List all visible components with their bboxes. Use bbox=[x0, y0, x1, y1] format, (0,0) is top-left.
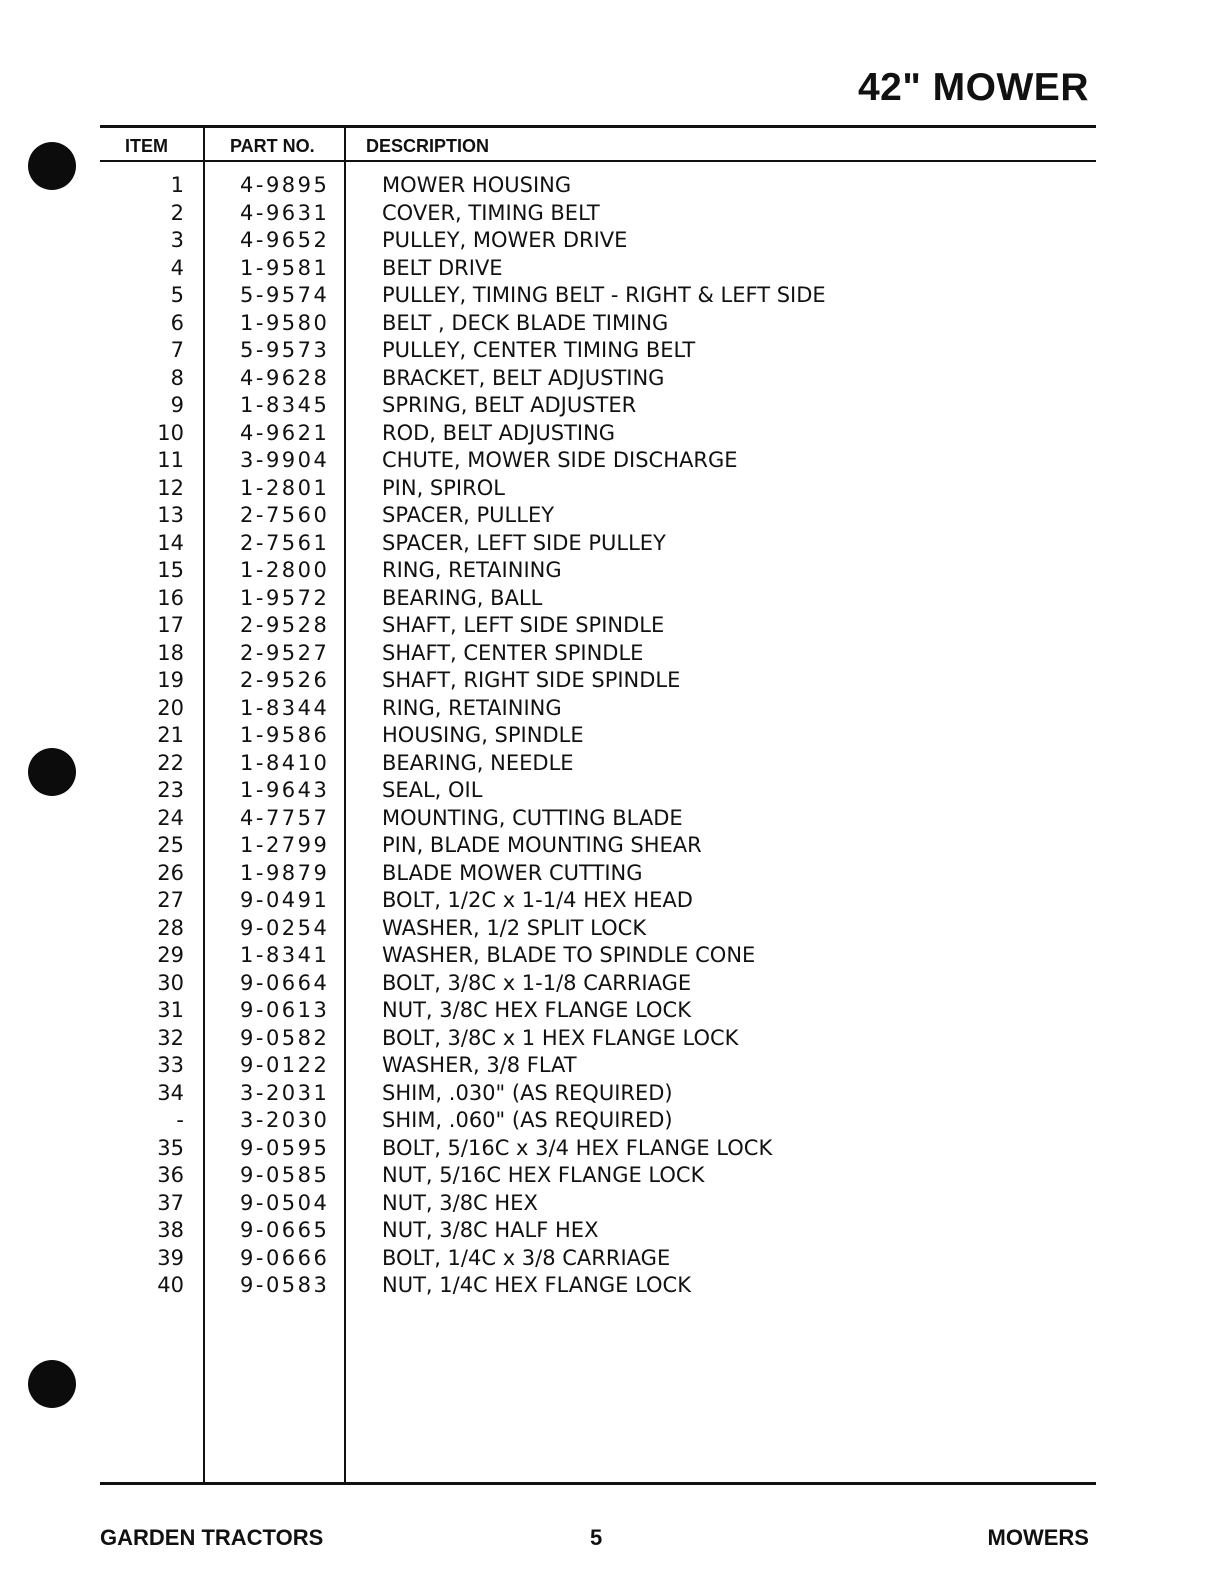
part-description: SHIM, .030" (AS REQUIRED) bbox=[382, 1080, 673, 1105]
part-description: NUT, 3/8C HEX bbox=[382, 1190, 538, 1215]
part-number: 9-0613 bbox=[240, 998, 330, 1022]
item-number: 16 bbox=[157, 585, 184, 610]
table-row bbox=[0, 970, 1221, 998]
part-number: 9-0595 bbox=[240, 1135, 330, 1160]
part-description: BRACKET, BELT ADJUSTING bbox=[382, 365, 665, 390]
table-row bbox=[0, 585, 1221, 613]
table-row bbox=[0, 392, 1221, 420]
item-number: 18 bbox=[157, 640, 184, 665]
part-number: 1-2801 bbox=[240, 475, 330, 500]
part-description: SHAFT, LEFT SIDE SPINDLE bbox=[382, 613, 665, 637]
header-item: ITEM bbox=[125, 136, 168, 156]
part-description: SHAFT, CENTER SPINDLE bbox=[382, 640, 644, 665]
item-number: 26 bbox=[157, 860, 184, 885]
item-number: 34 bbox=[157, 1080, 184, 1105]
table-row bbox=[0, 942, 1221, 970]
item-number: 20 bbox=[157, 695, 184, 720]
part-description: BEARING, NEEDLE bbox=[382, 750, 574, 775]
part-description: NUT, 3/8C HALF HEX bbox=[382, 1218, 599, 1242]
part-description: NUT, 3/8C HEX FLANGE LOCK bbox=[382, 998, 691, 1022]
table-header-rule bbox=[100, 160, 1096, 162]
part-number: 1-9581 bbox=[240, 255, 330, 280]
item-number: 32 bbox=[157, 1025, 184, 1050]
part-description: NUT, 5/16C HEX FLANGE LOCK bbox=[382, 1163, 705, 1187]
table-row bbox=[0, 447, 1221, 475]
table-row bbox=[0, 1052, 1221, 1080]
part-description: COVER, TIMING BELT bbox=[382, 200, 600, 225]
table-row bbox=[0, 1217, 1221, 1245]
table-row bbox=[0, 832, 1221, 860]
part-description: SHAFT, RIGHT SIDE SPINDLE bbox=[382, 668, 681, 692]
item-number: 8 bbox=[170, 365, 184, 390]
item-number: 31 bbox=[157, 998, 184, 1022]
part-number: 9-0254 bbox=[240, 915, 330, 940]
table-row bbox=[0, 227, 1221, 255]
part-description: HOUSING, SPINDLE bbox=[382, 723, 584, 747]
table-row bbox=[0, 1107, 1221, 1135]
part-description: BOLT, 3/8C x 1 HEX FLANGE LOCK bbox=[382, 1025, 739, 1050]
part-description: SPACER, LEFT SIDE PULLEY bbox=[382, 530, 666, 555]
table-row bbox=[0, 530, 1221, 558]
table-row bbox=[0, 750, 1221, 778]
part-description: WASHER, 1/2 SPLIT LOCK bbox=[382, 915, 647, 940]
table-row bbox=[0, 667, 1221, 695]
item-number: - bbox=[176, 1108, 184, 1132]
part-number: 9-0582 bbox=[240, 1025, 330, 1050]
item-number: 15 bbox=[157, 558, 184, 582]
part-description: ROD, BELT ADJUSTING bbox=[382, 420, 616, 445]
table-row bbox=[0, 502, 1221, 530]
table-row bbox=[0, 310, 1221, 338]
item-number: 27 bbox=[157, 888, 184, 912]
table-row bbox=[0, 475, 1221, 503]
item-number: 13 bbox=[157, 503, 184, 527]
item-number: 14 bbox=[157, 530, 184, 555]
table-row bbox=[0, 915, 1221, 943]
item-number: 23 bbox=[157, 778, 184, 802]
part-number: 2-9528 bbox=[240, 613, 330, 637]
part-description: SEAL, OIL bbox=[382, 778, 483, 802]
table-row bbox=[0, 420, 1221, 448]
table-row bbox=[0, 200, 1221, 228]
part-number: 4-9628 bbox=[240, 365, 330, 390]
part-number: 1-2800 bbox=[240, 558, 330, 582]
table-row bbox=[0, 887, 1221, 915]
item-number: 30 bbox=[157, 970, 184, 995]
table-row bbox=[0, 365, 1221, 393]
part-number: 2-9527 bbox=[240, 640, 330, 665]
part-number: 1-8410 bbox=[240, 750, 330, 775]
table-row bbox=[0, 640, 1221, 668]
table-row bbox=[0, 722, 1221, 750]
part-number: 9-0585 bbox=[240, 1163, 330, 1187]
part-number: 1-8345 bbox=[240, 393, 330, 417]
footer-page-number: 5 bbox=[590, 1525, 603, 1550]
item-number: 11 bbox=[157, 448, 184, 472]
part-description: RING, RETAINING bbox=[382, 558, 562, 582]
part-number: 2-7560 bbox=[240, 503, 330, 527]
part-number: 1-9643 bbox=[240, 778, 330, 802]
footer-section-label: GARDEN TRACTORS bbox=[100, 1525, 324, 1550]
table-row bbox=[0, 337, 1221, 365]
table-row bbox=[0, 255, 1221, 283]
part-description: PULLEY, TIMING BELT - RIGHT & LEFT SIDE bbox=[382, 283, 826, 307]
footer-category-label: MOWERS bbox=[987, 1525, 1089, 1550]
part-description: SPACER, PULLEY bbox=[382, 503, 555, 527]
part-number: 3-2031 bbox=[240, 1080, 330, 1105]
part-number: 1-9586 bbox=[240, 723, 330, 747]
item-number: 28 bbox=[157, 915, 184, 940]
header-part-no: PART NO. bbox=[230, 136, 315, 156]
item-number: 2 bbox=[170, 200, 184, 225]
part-number: 9-0666 bbox=[240, 1245, 330, 1270]
table-row bbox=[0, 1162, 1221, 1190]
table-row bbox=[0, 1080, 1221, 1108]
part-description: BOLT, 1/2C x 1-1/4 HEX HEAD bbox=[382, 888, 693, 912]
table-row bbox=[0, 695, 1221, 723]
part-number: 9-0491 bbox=[240, 888, 330, 912]
part-number: 9-0665 bbox=[240, 1218, 330, 1242]
part-number: 1-9879 bbox=[240, 860, 330, 885]
part-number: 4-9652 bbox=[240, 228, 330, 252]
part-number: 4-7757 bbox=[240, 805, 330, 830]
part-description: BOLT, 5/16C x 3/4 HEX FLANGE LOCK bbox=[382, 1135, 773, 1160]
item-number: 10 bbox=[157, 420, 184, 445]
item-number: 1 bbox=[170, 173, 184, 197]
part-description: BOLT, 1/4C x 3/8 CARRIAGE bbox=[382, 1245, 671, 1270]
table-row bbox=[0, 1190, 1221, 1218]
part-number: 4-9621 bbox=[240, 420, 330, 445]
table-row bbox=[0, 1135, 1221, 1163]
part-description: PULLEY, CENTER TIMING BELT bbox=[382, 338, 696, 362]
part-description: MOUNTING, CUTTING BLADE bbox=[382, 805, 683, 830]
part-description: PIN, SPIROL bbox=[382, 475, 505, 500]
part-number: 1-8344 bbox=[240, 695, 330, 720]
table-row bbox=[0, 172, 1221, 200]
item-number: 38 bbox=[157, 1218, 184, 1242]
parts-list bbox=[0, 172, 1221, 1300]
table-bottom-rule bbox=[100, 1482, 1096, 1485]
part-description: PULLEY, MOWER DRIVE bbox=[382, 228, 628, 252]
table-row bbox=[0, 860, 1221, 888]
item-number: 19 bbox=[157, 668, 184, 692]
item-number: 33 bbox=[157, 1053, 184, 1077]
table-row bbox=[0, 777, 1221, 805]
item-number: 29 bbox=[157, 943, 184, 967]
page-title: 42" MOWER bbox=[857, 66, 1089, 109]
part-description: BELT DRIVE bbox=[382, 255, 503, 280]
item-number: 4 bbox=[170, 255, 184, 280]
item-number: 21 bbox=[157, 723, 184, 747]
part-description: SPRING, BELT ADJUSTER bbox=[382, 393, 637, 417]
header-description: DESCRIPTION bbox=[366, 136, 490, 156]
part-description: WASHER, 3/8 FLAT bbox=[382, 1053, 577, 1077]
part-description: RING, RETAINING bbox=[382, 695, 562, 720]
table-row bbox=[0, 282, 1221, 310]
part-description: BOLT, 3/8C x 1-1/8 CARRIAGE bbox=[382, 970, 692, 995]
part-description: BEARING, BALL bbox=[382, 585, 543, 610]
part-number: 1-9580 bbox=[240, 310, 330, 335]
item-number: 5 bbox=[170, 283, 184, 307]
table-top-rule bbox=[100, 125, 1096, 128]
item-number: 39 bbox=[157, 1245, 184, 1270]
item-number: 37 bbox=[157, 1190, 184, 1215]
part-number: 1-8341 bbox=[240, 943, 330, 967]
item-number: 12 bbox=[157, 475, 184, 500]
part-description: PIN, BLADE MOUNTING SHEAR bbox=[382, 833, 702, 857]
part-description: BLADE MOWER CUTTING bbox=[382, 860, 643, 885]
part-number: 1-2799 bbox=[240, 833, 330, 857]
item-number: 9 bbox=[170, 393, 184, 417]
punch-hole-bottom bbox=[28, 1360, 76, 1408]
item-number: 7 bbox=[170, 338, 184, 362]
table-row bbox=[0, 1245, 1221, 1273]
part-description: BELT , DECK BLADE TIMING bbox=[382, 310, 669, 335]
part-number: 3-2030 bbox=[240, 1108, 330, 1132]
part-description: SHIM, .060" (AS REQUIRED) bbox=[382, 1108, 673, 1132]
table-row bbox=[0, 1025, 1221, 1053]
part-description: WASHER, BLADE TO SPINDLE CONE bbox=[382, 943, 756, 967]
part-description: MOWER HOUSING bbox=[382, 173, 572, 197]
item-number: 3 bbox=[170, 228, 184, 252]
table-row bbox=[0, 557, 1221, 585]
item-number: 35 bbox=[157, 1135, 184, 1160]
part-number: 5-9574 bbox=[240, 283, 330, 307]
item-number: 17 bbox=[157, 613, 184, 637]
item-number: 6 bbox=[170, 310, 184, 335]
part-number: 2-7561 bbox=[240, 530, 330, 555]
part-number: 5-9573 bbox=[240, 338, 330, 362]
part-number: 4-9631 bbox=[240, 200, 330, 225]
table-row bbox=[0, 805, 1221, 833]
item-number: 24 bbox=[157, 805, 184, 830]
item-number: 36 bbox=[157, 1163, 184, 1187]
part-description: CHUTE, MOWER SIDE DISCHARGE bbox=[382, 448, 738, 472]
item-number: 40 bbox=[157, 1273, 184, 1297]
part-description: NUT, 1/4C HEX FLANGE LOCK bbox=[382, 1273, 691, 1297]
table-row bbox=[0, 1272, 1221, 1300]
table-row bbox=[0, 612, 1221, 640]
item-number: 25 bbox=[157, 833, 184, 857]
part-number: 9-0664 bbox=[240, 970, 330, 995]
part-number: 3-9904 bbox=[240, 448, 330, 472]
part-number: 2-9526 bbox=[240, 668, 330, 692]
table-row bbox=[0, 997, 1221, 1025]
part-number: 9-0122 bbox=[240, 1053, 330, 1077]
part-number: 9-0583 bbox=[240, 1273, 330, 1297]
item-number: 22 bbox=[157, 750, 184, 775]
part-number: 4-9895 bbox=[240, 173, 330, 197]
part-number: 9-0504 bbox=[240, 1190, 330, 1215]
part-number: 1-9572 bbox=[240, 585, 330, 610]
